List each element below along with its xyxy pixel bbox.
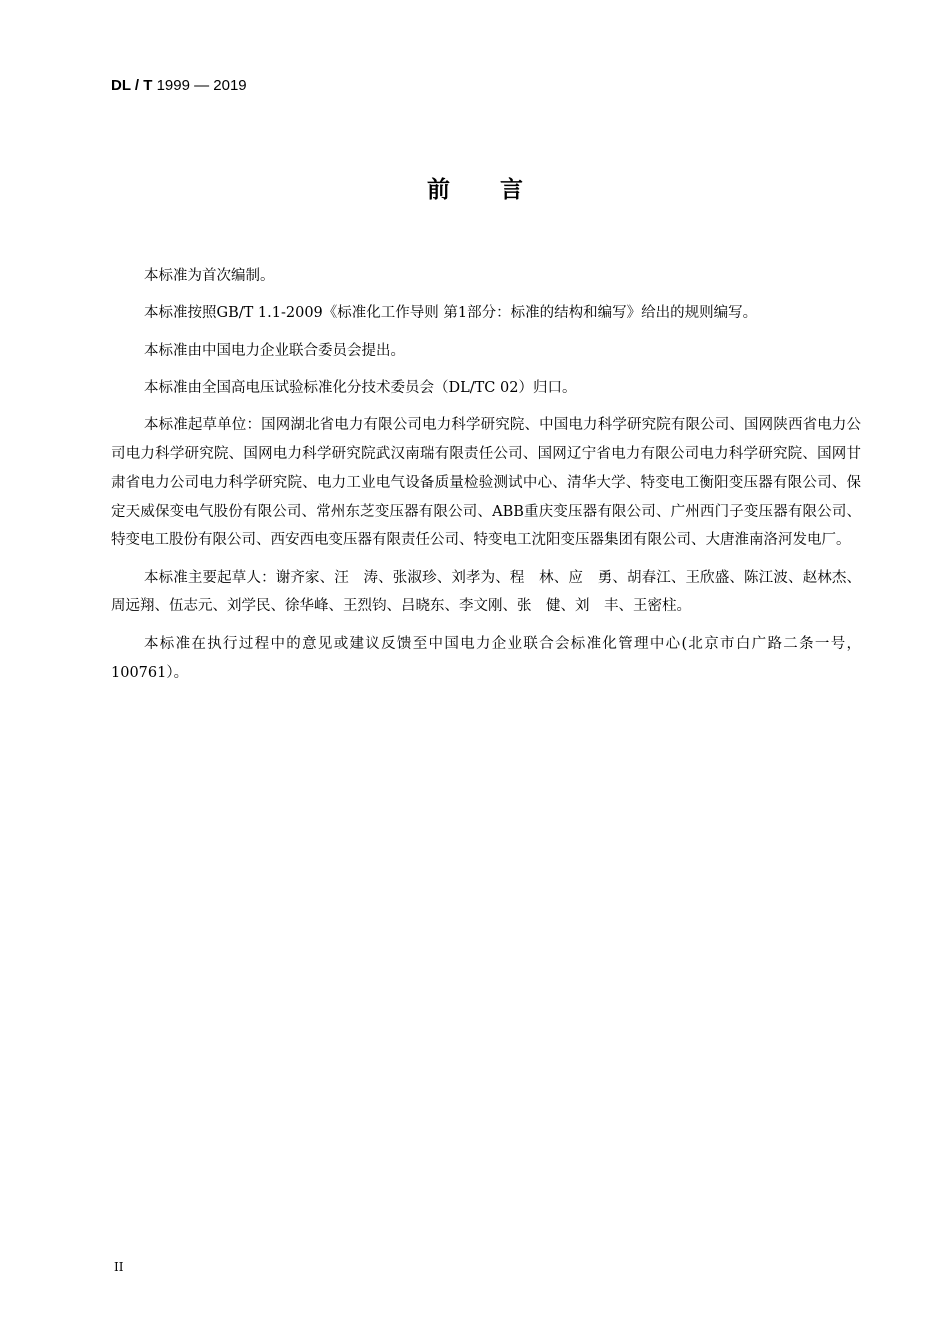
paragraph-feedback: 本标准在执行过程中的意见或建议反馈至中国电力企业联合会标准化管理中心(北京市白广路二条一号，100761）。 — [111, 635, 861, 681]
paragraph-technical-committee: 本标准由全国高电压试验标准化分技术委员会（DL/TC 02）归口。 — [144, 379, 577, 396]
paragraph-first-edition: 本标准为首次编制。 — [144, 268, 275, 284]
foreword-body — [111, 262, 861, 696]
page-title: 前言 — [427, 177, 573, 203]
document-code — [111, 76, 247, 96]
document-code-prefix: DL / T — [111, 77, 153, 94]
paragraph-proposer: 本标准由中国电力企业联合委员会提出。 — [144, 342, 405, 359]
document-code-number: 1999 — 2019 — [156, 77, 247, 94]
page-number: II — [114, 1260, 124, 1274]
paragraph-drafting-rules: 本标准按照GB/T 1.1-2009《标准化工作导则 第1部分：标准的结构和编写》给出的规则编写。 — [144, 305, 758, 322]
paragraph-drafting-units: 本标准起草单位：国网湖北省电力有限公司电力科学研究院、中国电力科学研究院有限公司、国网陕西省电力公司电力科学研究院、国网电力科学研究院武汉南瑞有限责任公司、国网辽宁省电力有限公司电力科学研究院、国网甘肃省电力公司电力科学研究院、电力工业电气设备质量检验测试中心、清华大学、特变电工衡阳变压器有限公司、保定天威保变电气股份有限公司、常州东芝变压器有限公司、ABB重庆变压器有限公司、广州西门子变压器有限公司、特变电工股份有限公司、西安西电变压器有限责任公司、特变电工沈阳变压器集团有限公司、大唐淮南洛河发电厂。 — [111, 417, 861, 549]
paragraph-main-drafters: 本标准主要起草人：谢齐家、汪 涛、张淑珍、刘孝为、程 林、应 勇、胡春江、王欣盛、陈江波、赵林杰、周远翔、伍志元、刘学民、徐华峰、王烈钧、吕晓东、李文刚、张 健、刘 丰、王密柱。 — [111, 569, 861, 615]
